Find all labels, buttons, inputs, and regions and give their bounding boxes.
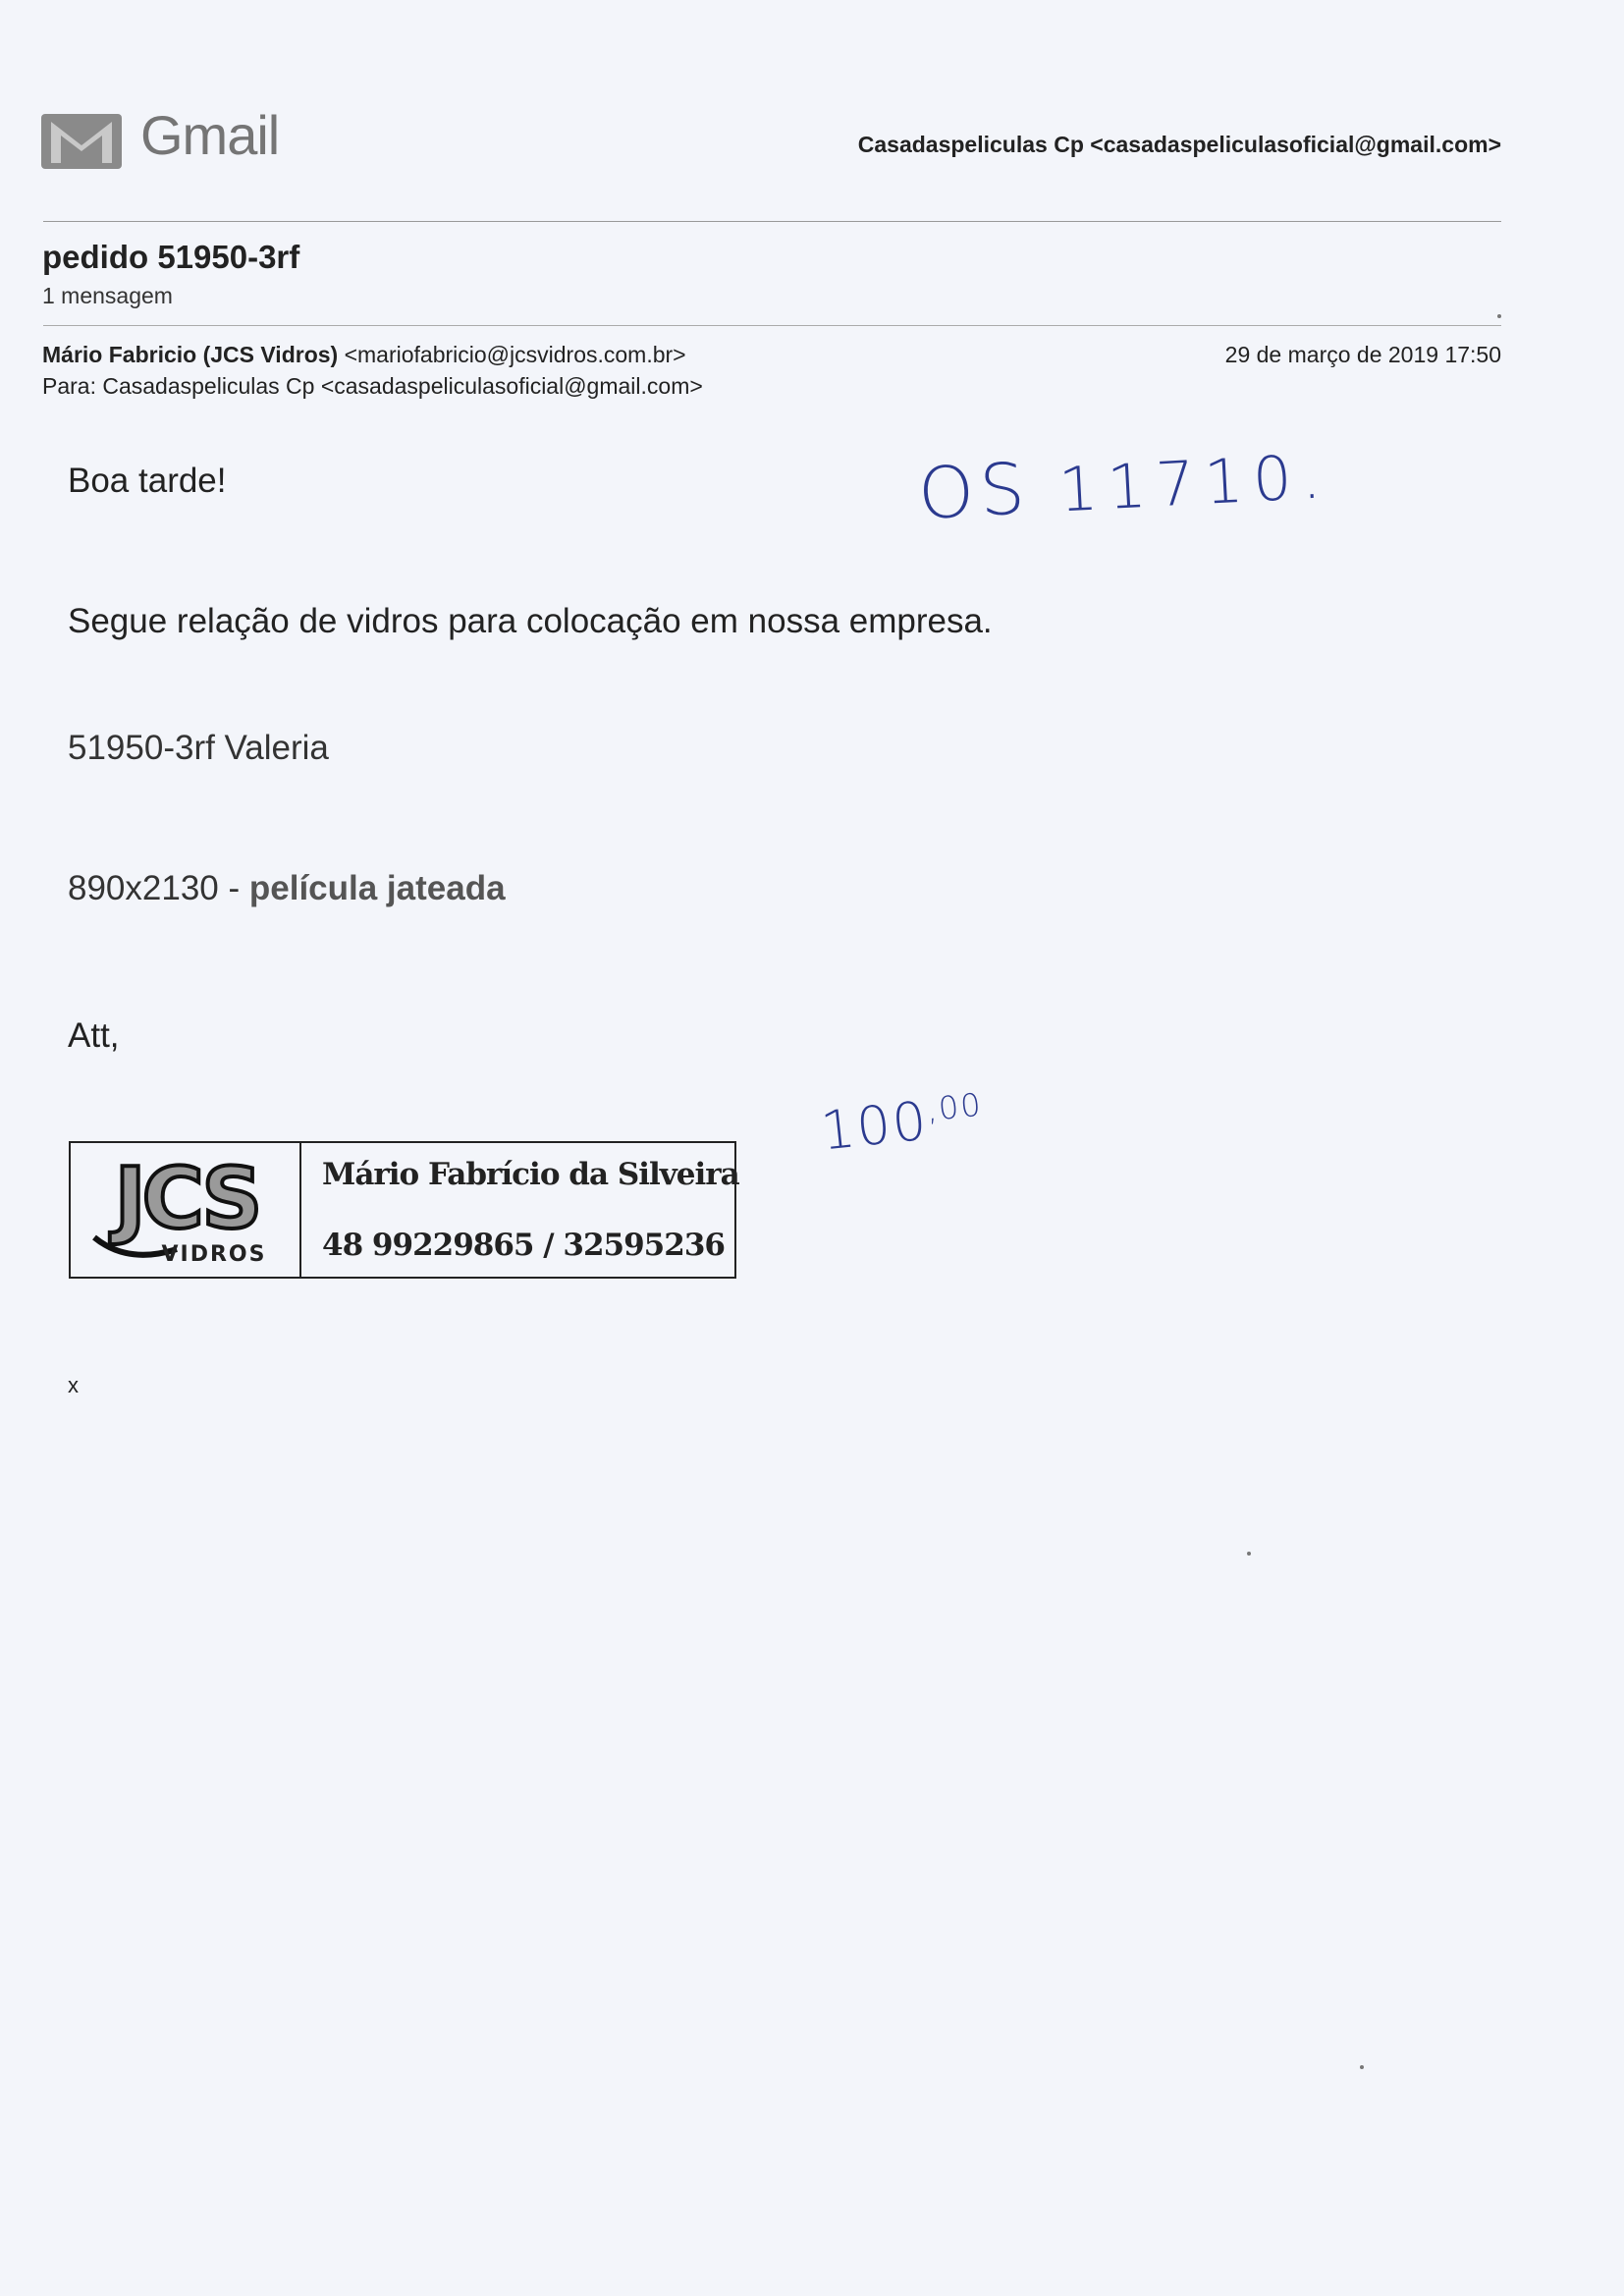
handwritten-price [818,1083,987,1162]
gmail-logo-icon [39,110,124,171]
signature-phone: 48 99229865 / 32595236 [322,1228,725,1263]
item-dimensions: 890x2130 [68,869,219,907]
handwritten-price-cents: ,00 [924,1085,985,1129]
sender-email: <mariofabricio@jcsvidros.com.br> [344,342,686,367]
account-email: Casadaspeliculas Cp <casadaspeliculasoficial@gmail.com> [857,132,1501,157]
greeting-text: Boa tarde! [68,462,227,500]
order-reference: 51950-3rf Valeria [68,729,329,767]
signature-name: Mário Fabrício da Silveira [322,1157,739,1192]
scan-speck [1247,1552,1251,1556]
body-text: Segue relação de vidros para colocação em nossa empresa. [68,602,993,640]
closing-text: Att, [68,1016,120,1055]
jcs-vidros-logo [88,1147,285,1273]
message-count: 1 mensagem [42,283,173,308]
logo-letters: JCS [114,1150,259,1248]
order-item [68,869,506,908]
header-divider [43,221,1501,222]
gmail-wordmark: Gmail [140,104,280,166]
thread-subject: pedido 51950-3rf [42,239,300,275]
handwritten-os-label: OS [916,447,1033,535]
item-separator: - [218,869,249,907]
sender-name: Mário Fabricio (JCS Vidros) [42,342,339,367]
message-date: 29 de março de 2019 17:50 [1224,342,1501,367]
scan-speck [1497,314,1501,318]
logo-subtext: VIDROS [161,1242,267,1267]
handwritten-os-digits: 11710. [1056,440,1333,526]
handwritten-price-value: 100 [818,1089,932,1163]
handwritten-os-number [916,431,1332,535]
thread-divider [43,325,1501,326]
signature-divider [299,1141,301,1279]
recipient-line: Para: Casadaspeliculas Cp <casadaspeliculasoficial@gmail.com> [42,373,703,399]
trailing-mark: x [68,1373,79,1397]
sender-line [42,342,686,368]
scan-speck [1360,2065,1364,2069]
item-material: película jateada [248,869,506,907]
